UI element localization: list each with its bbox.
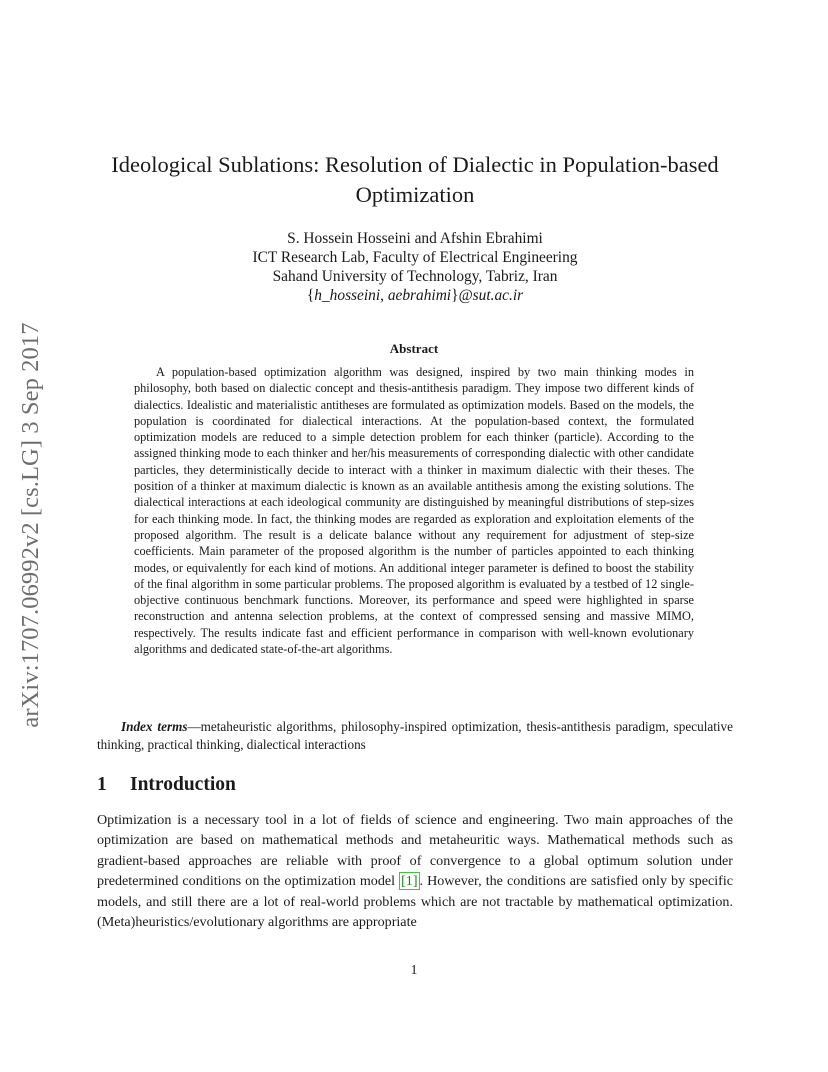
index-terms — [97, 718, 733, 754]
section-title: Introduction — [130, 774, 236, 795]
intro-text-part2: . However, the conditions are satisfied only by specific models, and still there are a lot of real-world problems which are not tractable by mathematical optimization. (Meta)heuristics/evolutionary algorithms are appropriate — [97, 873, 733, 931]
section-heading-introduction — [97, 774, 236, 796]
index-terms-text: —metaheuristic algorithms, philosophy-inspired optimization, thesis-antithesis paradigm, speculative thinking, practical thinking, dialectical interactions — [97, 719, 733, 752]
email-names: h_hosseini, aebrahimi — [314, 287, 452, 304]
author-block — [160, 229, 670, 305]
arxiv-identifier-sidebar — [14, 297, 48, 753]
paper-title: Ideological Sublations: Resolution of Dialectic in Population-based Optimization — [111, 152, 719, 207]
arxiv-identifier-text: arXiv:1707.06992v2 [cs.LG] 3 Sep 2017 — [17, 322, 44, 728]
index-terms-label: Index terms — [121, 719, 188, 734]
affiliation-university: Sahand University of Technology, Tabriz, Iran — [272, 268, 558, 285]
abstract-heading: Abstract — [389, 341, 439, 356]
page-number: 1 — [410, 962, 418, 977]
abstract-text: A population-based optimization algorithm was designed, inspired by two main thinking modes in philosophy, both based on dialectic concept and thesis-antithesis paradigm. They impose two different kinds of dialectics. Idealistic and materialistic antitheses are formulated as optimization models. Based on the models, the population is coordinated for dialectical interactions. At the population-based context, the formulated optimization models are reduced to a simple detection problem for each thinker (particle). According to the assigned thinking mode to each thinker and her/his measurements of corresponding dialectic with other candidate particles, they deterministically decide to interact with a thinker in maximum dialectic with their theses. The position of a thinker at maximum dialectic is known as an available antithesis among the existing solutions. The dialectical interactions at each ideological community are distinguished by meaningful distributions of step-sizes for each thinking mode. In fact, the thinking modes are regarded as exploration and exploitation elements of the proposed algorithm. The result is a delicate balance without any requirement for adjustment of step-size coefficients. Main parameter of the proposed algorithm is the number of particles appointed to each thinking modes, or equivalently for each kind of motions. An additional integer parameter is defined to boost the stability of the final algorithm in some particular problems. The proposed algorithm is evaluated by a testbed of 12 single-objective continuous benchmark functions. Moreover, its performance and speed were highlighted in sparse reconstruction and antenna selection problems, at the context of compressed sensing and massive MIMO, respectively. The results indicate fast and efficient performance in comparison with well-known evolutionary algorithms and dedicated state-of-the-art algorithms. — [134, 365, 694, 657]
affiliation-lab: ICT Research Lab, Faculty of Electrical Engineering — [252, 249, 578, 266]
email-brace-open: { — [306, 287, 315, 304]
citation-link[interactable]: [1] — [401, 873, 418, 890]
email-domain: @sut.ac.ir — [458, 287, 524, 304]
author-emails — [160, 286, 670, 305]
author-names: S. Hossein Hosseini and Afshin Ebrahimi — [287, 230, 543, 247]
introduction-paragraph — [97, 810, 733, 932]
intro-text-part1: Optimization is a necessary tool in a lot of fields of science and engineering. Two main approaches of the optimization are based on mathematical methods and metaheuritic ways. Mathematical methods such as gradient-based approaches are reliable with proof of convergence to a global optimum solution under predetermined conditions on the optimization model — [97, 812, 733, 890]
email-brace-close: } — [451, 287, 459, 304]
section-number: 1 — [97, 774, 107, 795]
